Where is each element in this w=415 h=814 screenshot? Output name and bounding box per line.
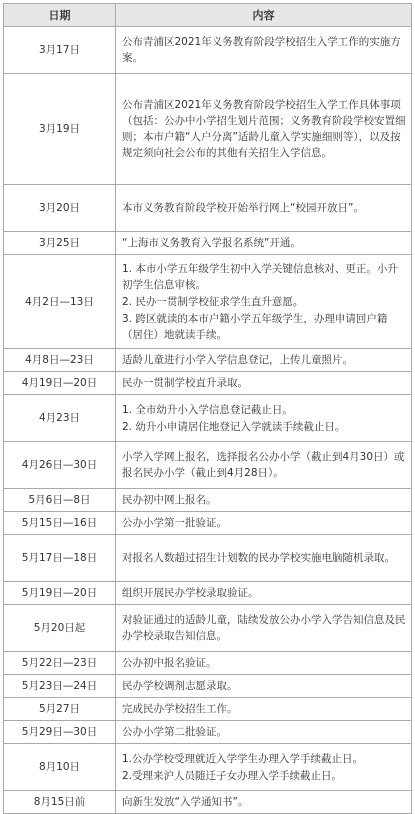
table-row (4, 27, 412, 74)
table-row (4, 74, 412, 185)
table-row (4, 185, 412, 232)
date-cell: 8月10日 (4, 744, 116, 791)
content-cell (116, 675, 412, 698)
content-line: 对验证通过的适龄儿童，陆续发放公办小学入学告知信息及民办学校录取告知信息。 (122, 614, 406, 642)
table-row (4, 442, 412, 489)
date-cell: 4月19日—20日 (4, 372, 116, 395)
content-line: 对报名人数超过招生计划数的民办学校实施电脑随机录取。 (122, 552, 395, 564)
date-cell: 5月15日—16日 (4, 512, 116, 535)
content-line: 公办初中报名验证。 (122, 657, 217, 669)
content-line: 本市义务教育阶段学校开始举行网上“校园开放日”。 (122, 202, 364, 214)
table-row (4, 512, 412, 535)
content-cell (116, 744, 412, 791)
table-row (4, 652, 412, 675)
content-line: 组织开展民办学校录取验证。 (122, 587, 259, 599)
content-cell (116, 395, 412, 442)
content-line: 1. 全市幼升小入学信息登记截止日。 (122, 403, 293, 416)
date-cell: 3月17日 (4, 27, 116, 74)
date-cell: 5月22日—23日 (4, 652, 116, 675)
content-line: 民办一贯制学校直升录取。 (122, 377, 248, 389)
table-row (4, 535, 412, 582)
content-cell (116, 185, 412, 232)
content-cell (116, 512, 412, 535)
content-line: 向新生发放“入学通知书”。 (122, 796, 249, 808)
content-cell (116, 349, 412, 372)
date-cell: 4月26日—30日 (4, 442, 116, 489)
content-cell (116, 372, 412, 395)
content-cell (116, 652, 412, 675)
content-line: 完成民办学校招生工作。 (122, 703, 238, 715)
content-cell (116, 232, 412, 255)
content-line: 公办小学第二批验证。 (122, 726, 227, 738)
content-cell (116, 582, 412, 605)
date-cell: 5月6日—8日 (4, 489, 116, 512)
content-cell (116, 489, 412, 512)
date-cell: 5月19日—20日 (4, 582, 116, 605)
date-cell: 3月20日 (4, 185, 116, 232)
content-line: 1.公办学校受理就近入学学生办理入学手续截止日。 (122, 752, 364, 765)
enrollment-schedule-table (3, 3, 412, 814)
date-cell: 4月2日—13日 (4, 255, 116, 349)
content-line: 公办小学第一批验证。 (122, 517, 227, 529)
date-cell: 4月8日—23日 (4, 349, 116, 372)
date-cell: 4月23日 (4, 395, 116, 442)
content-cell (116, 535, 412, 582)
content-line: 公布青浦区2021年义务教育阶段学校招生入学工作的实施方案。 (122, 36, 401, 64)
table-row (4, 605, 412, 652)
content-line: 2. 幼升小申请居住地登记入学就读手续截止日。 (122, 420, 346, 433)
table-row (4, 232, 412, 255)
date-cell: 5月20日起 (4, 605, 116, 652)
content-cell (116, 74, 412, 185)
content-line: 2.受理来沪人员随迁子女办理入学手续截止日。 (122, 769, 343, 782)
content-line: 2. 民办一贯制学校征求学生直升意愿。 (122, 295, 304, 308)
date-cell: 3月19日 (4, 74, 116, 185)
content-line: 3. 跨区就读的本市户籍小学五年级学生，办理申请回户籍（居住）地就读手续。 (122, 312, 388, 341)
table-row (4, 489, 412, 512)
date-column-header: 日期 (4, 4, 116, 27)
table-row (4, 744, 412, 791)
content-cell (116, 27, 412, 74)
content-line: 民办初中网上报名。 (122, 494, 217, 506)
table-row (4, 582, 412, 605)
content-cell (116, 698, 412, 721)
content-line: 民办学校调剂志愿录取。 (122, 680, 238, 692)
table-row (4, 372, 412, 395)
date-cell: 5月17日—18日 (4, 535, 116, 582)
content-cell (116, 791, 412, 814)
date-cell: 3月25日 (4, 232, 116, 255)
content-cell (116, 721, 412, 744)
table-header-row (4, 4, 412, 27)
table-row (4, 675, 412, 698)
content-cell (116, 442, 412, 489)
date-cell: 5月29日—30日 (4, 721, 116, 744)
content-cell (116, 255, 412, 349)
content-line: 1. 本市小学五年级学生初中入学关键信息核对、更正。小升初学生信息审核。 (122, 262, 398, 291)
table-row (4, 395, 412, 442)
table-row (4, 255, 412, 349)
date-cell: 5月27日 (4, 698, 116, 721)
date-cell: 8月15日前 (4, 791, 116, 814)
table-row (4, 349, 412, 372)
content-cell (116, 605, 412, 652)
table-row (4, 791, 412, 814)
content-line: “上海市义务教育入学报名系统”开通。 (122, 237, 301, 249)
content-line: 小学入学网上报名，选择报名公办小学（截止到4月30日）或报名民办小学（截止到4月28日）。 (122, 451, 405, 479)
content-line: 适龄儿童进行小学入学信息登记，上传儿童照片。 (122, 354, 353, 366)
date-cell: 5月23日—24日 (4, 675, 116, 698)
content-column-header: 内容 (116, 4, 412, 27)
table-row (4, 698, 412, 721)
table-row (4, 721, 412, 744)
content-line: 公布青浦区2021年义务教育阶段学校招生入学工作具体事项（包括：公办中小学招生划片范围；义务教育阶段学校安置细则；本市户籍“人户分离”适龄儿童入学实施细则等），以及按规定须向社会公布的其他有关招生入学信息。 (122, 99, 406, 159)
